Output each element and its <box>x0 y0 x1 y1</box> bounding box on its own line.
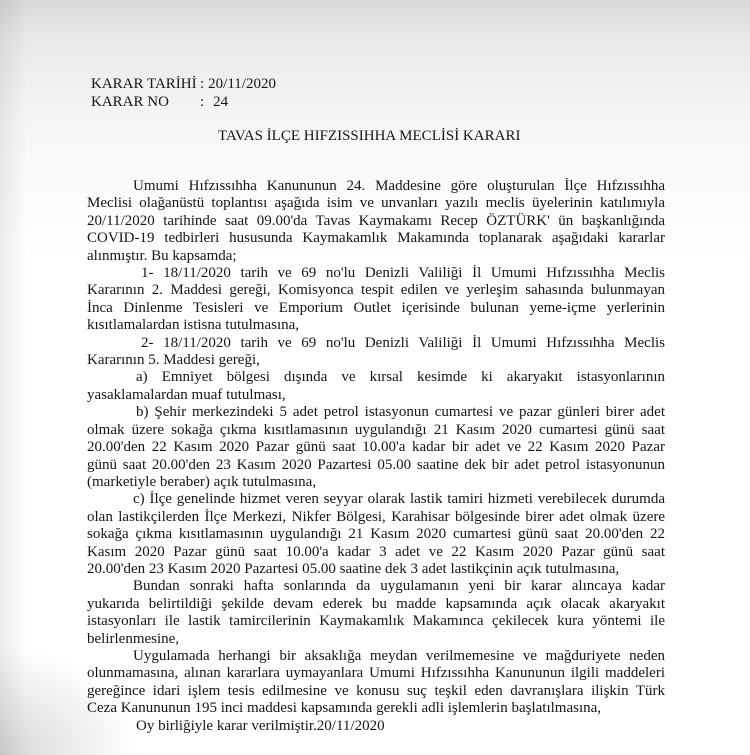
text-line: 20.00'den 23 Kasım 2020 Pazartesi 05.00 saatine dek 3 adet lastikçinin açık tutulmasına, <box>87 560 620 577</box>
text-line: Kararının 2. Maddesi gereği, Komisyonca tespit edilen ve yerleşim sahasında bulunmayan <box>87 282 665 299</box>
document-title: TAVAS İLÇE HIFZISSIHHA MECLİSİ KARARI <box>218 128 521 144</box>
text-line: 20/11/2020 tarihinde saat 09.00'da Tavas Kaymakamı Recep ÖZTÜRK' ün başkanlığında <box>87 212 665 229</box>
text-line: gereğince idari işlem tesis edilmesine ve konusu suç teşkil eden davranışlara ilişkin Türk <box>87 682 665 699</box>
decision-number-value: 24 <box>213 94 229 110</box>
text-line: İnca Dinlenme Tesisleri ve Emporium Outlet içerisinde bulunan yeme-içme yerlerinin <box>87 299 665 316</box>
text-line: (marketiyle beraber) açık tutulmasına, <box>87 473 317 490</box>
item-2c <box>87 491 665 578</box>
text-line: olmak üzere sokağa çıkma kısıtlamasının uygulandığı 21 Kasım 2020 cumartesi günü saat <box>87 421 665 438</box>
item-2b <box>87 404 665 491</box>
text-line: Bundan sonraki hafta sonlarında da uygulamanın yeni bir karar alıncaya kadar <box>133 578 665 595</box>
decision-number-separator: : <box>200 94 205 110</box>
decision-number-label: KARAR NO <box>91 94 169 110</box>
text-line: Uygulamada herhangi bir aksaklığa meydan verilmemesine ve mağduriyete neden <box>133 647 665 664</box>
text-line: Kasım 2020 Pazar günü saat 10.00'a kadar 3 adet ve 22 Kasım 2020 Pazar günü saat <box>87 543 665 560</box>
text-line: 2- 18/11/2020 tarih ve 69 no'lu Denizli Valiliği İl Umumi Hıfzıssıhha Meclis <box>141 334 665 351</box>
text-line: b) Şehir merkezindeki 5 adet petrol istasyonun cumartesi ve pazar günleri birer adet <box>136 404 665 421</box>
decision-header <box>91 75 276 111</box>
text-line: 20.00'den 22 Kasım 2020 Pazar günü saat 10.00'a kadar bir adet ve 22 Kasım 2020 Pazar <box>87 439 665 456</box>
text-line: kısıtlamalardan istisna tutulmasına, <box>87 317 300 334</box>
text-line: yasaklamalardan muaf tutulması, <box>87 386 286 403</box>
decision-date-value: 20/11/2020 <box>208 76 276 92</box>
text-line: istasyonları ile lastik tamircilerinin Kaymakamlık Makamınca çekilecek kura yöntemi ile <box>87 613 665 630</box>
paragraph-intro <box>87 178 665 265</box>
text-line: olan lastikçilerden İlçe Merkezi, Nikfer Bölgesi, Karahisar bölgesinde birer adet olmak üzere <box>87 508 665 525</box>
text-line: belirlenmesine, <box>87 630 180 647</box>
text-line: günü saat 20.00'den 23 Kasım 2020 Pazartesi 05.00 saatine dek bir adet petrol istasyonunun <box>87 456 665 473</box>
document-body <box>87 178 665 735</box>
decision-date-separator: : <box>200 76 205 92</box>
text-line: c) İlçe genelinde hizmet veren seyyar olarak lastik tamiri hizmeti verebilecek durumda <box>133 491 665 508</box>
paragraph-weekends <box>87 578 665 648</box>
text-line: Oy birliğiyle karar verilmiştir.20/11/2020 <box>136 717 385 734</box>
text-line: sokağa çıkma kısıtlamasının uygulandığı 21 Kasım 2020 cumartesi günü saat 20.00'den 22 <box>87 526 665 543</box>
item-2a <box>87 369 665 404</box>
text-line: 1- 18/11/2020 tarih ve 69 no'lu Denizli Valiliği İl Umumi Hıfzıssıhha Meclis <box>141 265 665 282</box>
text-line: yukarıda belirtildiği şekilde devam ederek bu madde kapsamında açık olacak akaryakıt <box>87 595 665 612</box>
decision-date-label: KARAR TARİHİ <box>91 76 197 92</box>
item-1 <box>87 265 665 335</box>
text-line: Ceza Kanununun 195 inci maddesi kapsamında gerekli adli işlemlerin başlatılmasına, <box>87 700 602 717</box>
text-line: COVID-19 tedbirleri hususunda Kaymakamlık Makamında toplanarak aşağıdaki kararlar <box>87 230 665 247</box>
text-line: Meclisi olağanüstü toplantısı aşağıda isim ve unvanları yazılı meclis üyelerinin katılımıyla <box>87 195 665 212</box>
closing-line <box>87 718 665 735</box>
text-line: Umumi Hıfzıssıhha Kanununun 24. Maddesine göre oluşturulan İlçe Hıfzıssıhha <box>133 178 665 194</box>
decision-date-row <box>91 75 276 93</box>
text-line: Kararının 5. Maddesi gereği, <box>87 352 260 369</box>
text-line: alınmıştır. Bu kapsamda; <box>87 247 237 264</box>
text-line: a) Emniyet bölgesi dışında ve kırsal kesimde ki akaryakıt istasyonlarının <box>136 369 665 386</box>
decision-number-row <box>91 93 276 111</box>
text-line: olunmamasına, alınan kararlara uymayanlara Umumi Hıfzıssıhha Kanununun ilgili maddeleri <box>87 665 665 682</box>
paragraph-enforcement <box>87 648 665 718</box>
item-2 <box>87 335 665 370</box>
